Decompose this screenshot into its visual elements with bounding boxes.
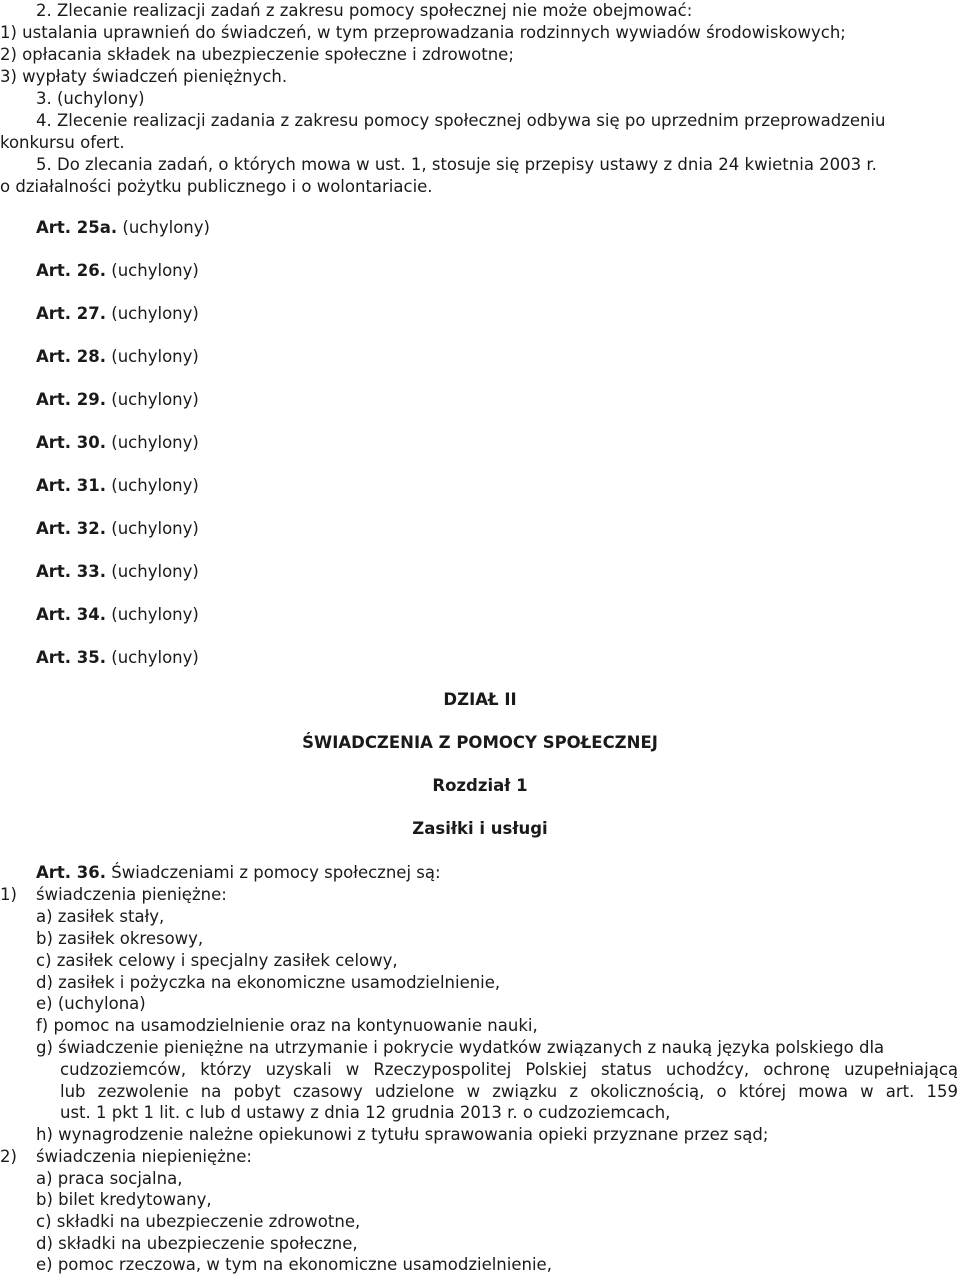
article-35 xyxy=(36,647,199,669)
article-30 xyxy=(36,432,199,454)
article-label: Art. 32. xyxy=(36,519,107,538)
paragraph-2-item-3: 3) wypłaty świadczeń pieniężnych. xyxy=(0,67,288,86)
article-34 xyxy=(36,604,199,626)
article-label: Art. 35. xyxy=(36,648,107,667)
article-label: Art. 31. xyxy=(36,476,107,495)
article-26 xyxy=(36,260,199,282)
article-33 xyxy=(36,561,199,583)
article-text: (uchylony) xyxy=(106,347,199,366)
article-text: (uchylony) xyxy=(106,476,199,495)
list-item-e: e) (uchylona) xyxy=(36,994,146,1013)
item-text: świadczenia niepieniężne: xyxy=(36,1147,252,1166)
list-item-b: b) bilet kredytowany, xyxy=(36,1190,212,1209)
list-item-h: h) wynagrodzenie należne opiekunowi z tytułu sprawowania opieki przyznane przez sąd; xyxy=(36,1125,769,1144)
article-36-heading xyxy=(36,862,441,884)
article-text: (uchylony) xyxy=(106,261,199,280)
article-32 xyxy=(36,518,199,540)
paragraph-4-line-1: 4. Zlecenie realizacji zadania z zakresu pomocy społecznej odbywa się po uprzednim przeprowadzeniu xyxy=(36,111,886,130)
article-text: (uchylony) xyxy=(106,304,199,323)
article-text: Świadczeniami z pomocy społecznej są: xyxy=(106,863,441,882)
article-text: (uchylony) xyxy=(106,605,199,624)
article-label: Art. 36. xyxy=(36,863,107,882)
article-label: Art. 33. xyxy=(36,562,107,581)
article-27 xyxy=(36,303,199,325)
article-36-item-2 xyxy=(0,1146,252,1168)
paragraph-2-item-1: 1) ustalania uprawnień do świadczeń, w tym przeprowadzania rodzinnych wywiadów środowiskowych; xyxy=(0,23,846,42)
list-item-c: c) składki na ubezpieczenie zdrowotne, xyxy=(36,1212,361,1231)
chapter-heading: Rozdział 1 xyxy=(432,776,528,795)
list-item-b: b) zasiłek okresowy, xyxy=(36,929,204,948)
paragraph-2-item-2: 2) opłacania składek na ubezpieczenie społeczne i zdrowotne; xyxy=(0,45,514,64)
article-29 xyxy=(36,389,199,411)
article-text: (uchylony) xyxy=(106,390,199,409)
article-label: Art. 26. xyxy=(36,261,107,280)
list-item-c: c) zasiłek celowy i specjalny zasiłek celowy, xyxy=(36,951,398,970)
list-item-g-line-4: ust. 1 pkt 1 lit. c lub d ustawy z dnia 12 grudnia 2013 r. o cudzoziemcach, xyxy=(60,1103,671,1122)
list-item-e: e) pomoc rzeczowa, w tym na ekonomiczne usamodzielnienie, xyxy=(36,1255,552,1274)
article-text: (uchylony) xyxy=(106,648,199,667)
list-item-a: a) zasiłek stały, xyxy=(36,907,165,926)
article-text: (uchylony) xyxy=(106,433,199,452)
article-label: Art. 27. xyxy=(36,304,107,323)
chapter-title: Zasiłki i usługi xyxy=(412,819,548,838)
article-label: Art. 28. xyxy=(36,347,107,366)
article-text: (uchylony) xyxy=(106,562,199,581)
article-label: Art. 25a. xyxy=(36,218,118,237)
article-label: Art. 29. xyxy=(36,390,107,409)
list-item-g-line-2: cudzoziemców, którzy uzyskali w Rzeczypospolitej Polskiej status uchodźcy, ochronę uzupełniającą xyxy=(60,1060,958,1079)
list-item-a: a) praca socjalna, xyxy=(36,1169,183,1188)
list-item-d: d) zasiłek i pożyczka na ekonomiczne usamodzielnienie, xyxy=(36,973,501,992)
item-number: 2) xyxy=(0,1147,17,1166)
paragraph-5-line-2: o działalności pożytku publicznego i o wolontariacie. xyxy=(0,177,433,196)
list-item-g-line-1: g) świadczenie pieniężne na utrzymanie i pokrycie wydatków związanych z nauką języka polskiego dla xyxy=(36,1038,885,1057)
article-31 xyxy=(36,475,199,497)
division-title: ŚWIADCZENIA Z POMOCY SPOŁECZNEJ xyxy=(302,733,658,752)
article-label: Art. 34. xyxy=(36,605,107,624)
article-25a xyxy=(36,217,210,239)
item-number: 1) xyxy=(0,885,17,904)
paragraph-5-line-1: 5. Do zlecania zadań, o których mowa w ust. 1, stosuje się przepisy ustawy z dnia 24 kwietnia 2003 r. xyxy=(36,155,877,174)
list-item-d: d) składki na ubezpieczenie społeczne, xyxy=(36,1234,358,1253)
division-heading: DZIAŁ II xyxy=(443,690,517,709)
item-text: świadczenia pieniężne: xyxy=(36,885,227,904)
article-28 xyxy=(36,346,199,368)
article-36-item-1 xyxy=(0,884,227,906)
paragraph-3: 3. (uchylony) xyxy=(36,89,145,108)
paragraph-2: 2. Zlecanie realizacji zadań z zakresu pomocy społecznej nie może obejmować: xyxy=(36,1,693,20)
article-label: Art. 30. xyxy=(36,433,107,452)
article-text: (uchylony) xyxy=(106,519,199,538)
article-text: (uchylony) xyxy=(117,218,210,237)
paragraph-4-line-2: konkursu ofert. xyxy=(0,133,125,152)
list-item-g-line-3: lub zezwolenie na pobyt czasowy udzielone w związku z okolicznością, o której mowa w art. 159 xyxy=(60,1082,958,1101)
list-item-f: f) pomoc na usamodzielnienie oraz na kontynuowanie nauki, xyxy=(36,1016,538,1035)
